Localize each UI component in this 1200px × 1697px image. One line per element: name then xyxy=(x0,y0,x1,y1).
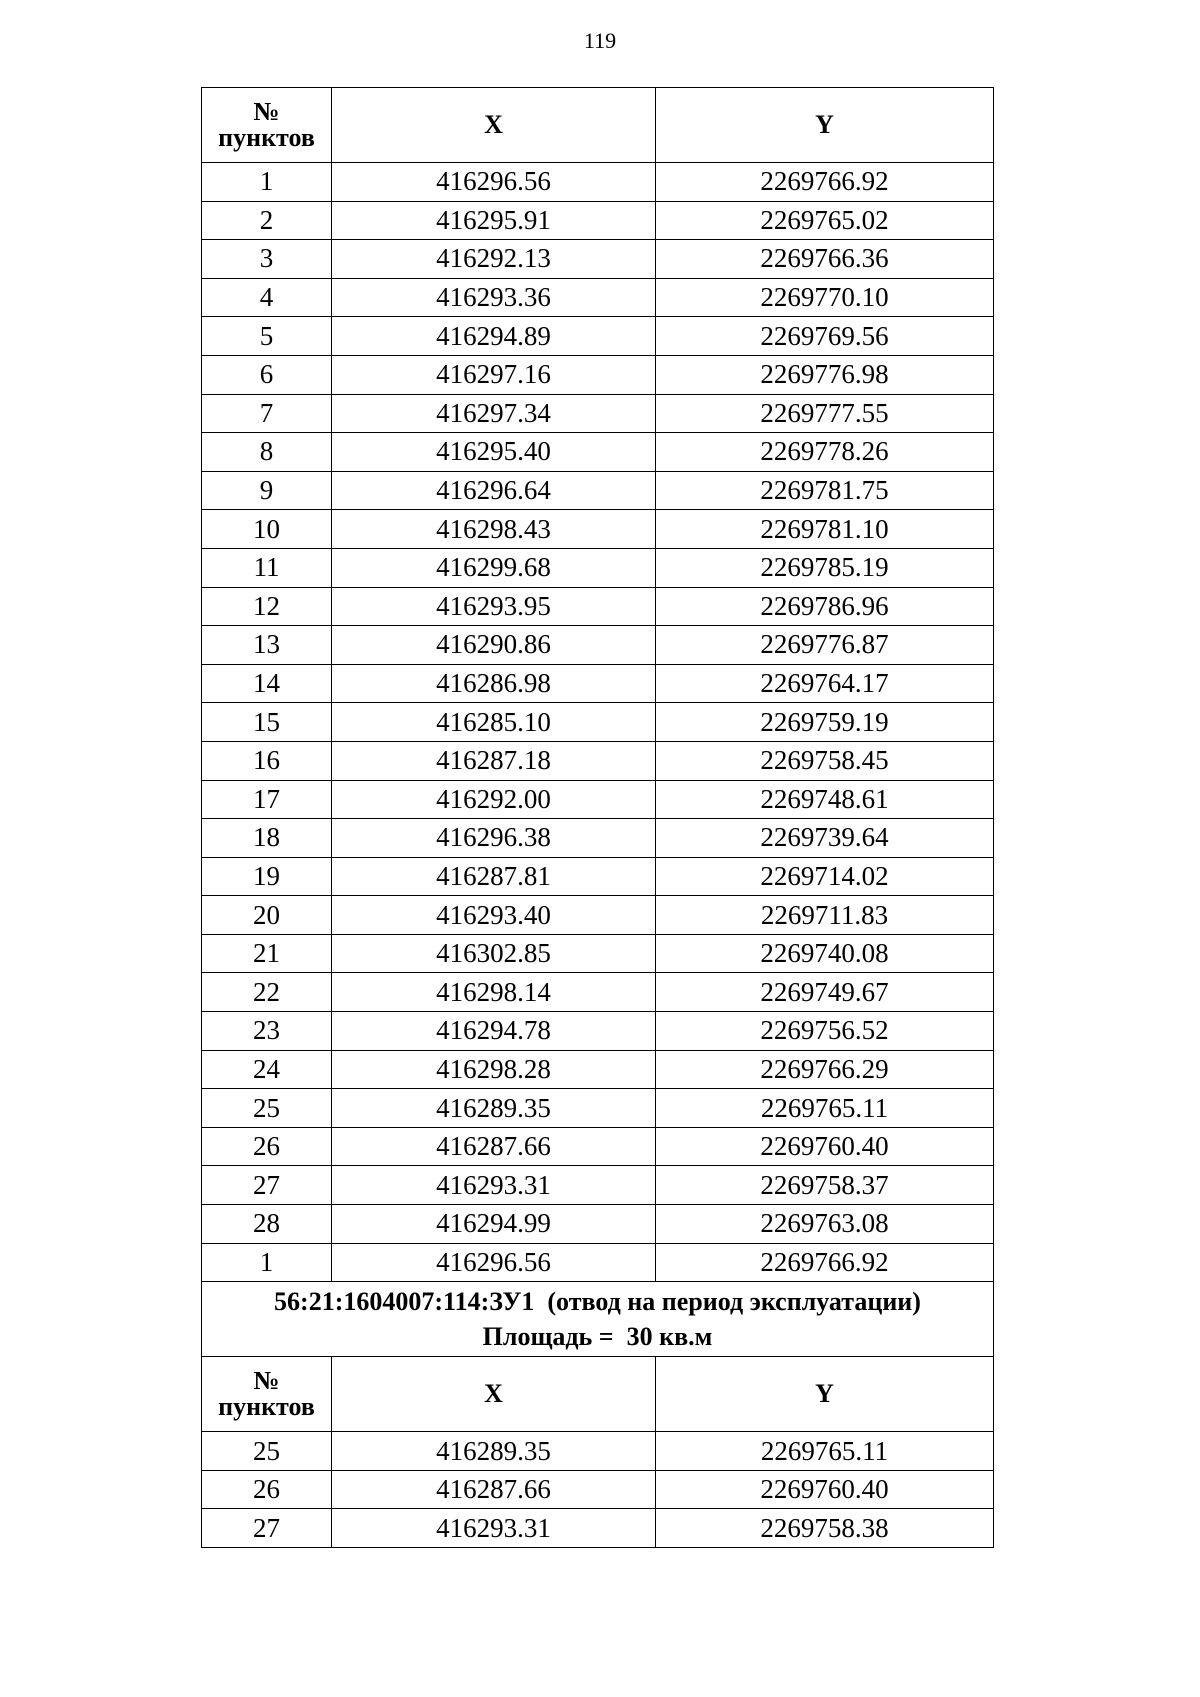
y-coordinate-cell: 2269778.26 xyxy=(656,433,994,472)
coordinates-table xyxy=(201,87,994,1548)
point-number-cell: 1 xyxy=(202,163,332,202)
point-number-cell: 17 xyxy=(202,780,332,819)
y-coordinate-cell: 2269781.10 xyxy=(656,510,994,549)
x-coordinate-cell: 416292.13 xyxy=(332,240,656,279)
y-coordinate-cell: 2269739.64 xyxy=(656,819,994,858)
point-number-header-label: пунктов xyxy=(218,1392,315,1422)
x-coordinate-cell: 416298.43 xyxy=(332,510,656,549)
y-coordinate-cell: 2269749.67 xyxy=(656,973,994,1012)
table-row xyxy=(202,587,994,626)
y-coordinate-cell: 2269777.55 xyxy=(656,394,994,433)
point-number-cell: 22 xyxy=(202,973,332,1012)
table-row xyxy=(202,896,994,935)
x-coordinate-cell: 416296.56 xyxy=(332,1243,656,1282)
point-number-cell: 27 xyxy=(202,1166,332,1205)
y-coordinate-cell: 2269763.08 xyxy=(656,1205,994,1244)
table-row xyxy=(202,1089,994,1128)
table-row xyxy=(202,471,994,510)
y-coordinate-cell: 2269766.36 xyxy=(656,240,994,279)
table-row xyxy=(202,1243,994,1282)
table-row xyxy=(202,394,994,433)
point-number-cell: 5 xyxy=(202,317,332,356)
table-row xyxy=(202,626,994,665)
point-number-cell: 28 xyxy=(202,1205,332,1244)
y-coordinate-cell: 2269766.92 xyxy=(656,163,994,202)
table-row xyxy=(202,240,994,279)
table-row xyxy=(202,1012,994,1051)
point-number-cell: 7 xyxy=(202,394,332,433)
x-coordinate-cell: 416295.91 xyxy=(332,201,656,240)
x-header: X xyxy=(332,1357,656,1432)
point-number-cell: 20 xyxy=(202,896,332,935)
x-coordinate-cell: 416298.28 xyxy=(332,1050,656,1089)
x-coordinate-cell: 416294.78 xyxy=(332,1012,656,1051)
plot-title: 56:21:1604007:114:ЗУ1 (отвод на период эксплуатации) xyxy=(274,1287,921,1317)
point-number-cell: 2 xyxy=(202,201,332,240)
x-coordinate-cell: 416287.66 xyxy=(332,1470,656,1509)
x-coordinate-cell: 416299.68 xyxy=(332,548,656,587)
y-coordinate-cell: 2269765.11 xyxy=(656,1089,994,1128)
y-coordinate-cell: 2269766.92 xyxy=(656,1243,994,1282)
y-coordinate-cell: 2269781.75 xyxy=(656,471,994,510)
table-row xyxy=(202,1166,994,1205)
x-coordinate-cell: 416294.89 xyxy=(332,317,656,356)
table-row xyxy=(202,1127,994,1166)
point-number-cell: 14 xyxy=(202,664,332,703)
table-row xyxy=(202,355,994,394)
table-row xyxy=(202,857,994,896)
point-number-cell: 15 xyxy=(202,703,332,742)
x-coordinate-cell: 416293.31 xyxy=(332,1509,656,1548)
y-coordinate-cell: 2269714.02 xyxy=(656,857,994,896)
x-coordinate-cell: 416289.35 xyxy=(332,1089,656,1128)
point-number-cell: 16 xyxy=(202,741,332,780)
point-number-cell: 3 xyxy=(202,240,332,279)
y-coordinate-cell: 2269765.02 xyxy=(656,201,994,240)
table-row xyxy=(202,548,994,587)
y-coordinate-cell: 2269759.19 xyxy=(656,703,994,742)
point-number-cell: 26 xyxy=(202,1470,332,1509)
y-coordinate-cell: 2269785.19 xyxy=(656,548,994,587)
y-coordinate-cell: 2269756.52 xyxy=(656,1012,994,1051)
y-coordinate-cell: 2269758.38 xyxy=(656,1509,994,1548)
y-coordinate-cell: 2269765.11 xyxy=(656,1432,994,1471)
table1-body xyxy=(202,163,994,1282)
x-coordinate-cell: 416285.10 xyxy=(332,703,656,742)
x-coordinate-cell: 416293.31 xyxy=(332,1166,656,1205)
x-coordinate-cell: 416292.00 xyxy=(332,780,656,819)
y-coordinate-cell: 2269711.83 xyxy=(656,896,994,935)
x-coordinate-cell: 416293.36 xyxy=(332,278,656,317)
point-number-cell: 1 xyxy=(202,1243,332,1282)
table-row xyxy=(202,510,994,549)
table-row xyxy=(202,973,994,1012)
y-coordinate-cell: 2269760.40 xyxy=(656,1470,994,1509)
table-row xyxy=(202,1432,994,1471)
y-coordinate-cell: 2269776.87 xyxy=(656,626,994,665)
y-coordinate-cell: 2269760.40 xyxy=(656,1127,994,1166)
point-number-cell: 13 xyxy=(202,626,332,665)
x-header: X xyxy=(332,88,656,163)
x-coordinate-cell: 416290.86 xyxy=(332,626,656,665)
point-number-cell: 27 xyxy=(202,1509,332,1548)
table-row xyxy=(202,780,994,819)
y-coordinate-cell: 2269766.29 xyxy=(656,1050,994,1089)
y-header: Y xyxy=(656,1357,994,1432)
point-number-cell: 21 xyxy=(202,934,332,973)
point-number-header xyxy=(202,1357,332,1432)
y-coordinate-cell: 2269740.08 xyxy=(656,934,994,973)
y-coordinate-cell: 2269758.37 xyxy=(656,1166,994,1205)
page-number: 119 xyxy=(583,28,617,53)
section-title-cell xyxy=(202,1282,994,1357)
table-row xyxy=(202,741,994,780)
point-number-cell: 25 xyxy=(202,1432,332,1471)
x-coordinate-cell: 416293.95 xyxy=(332,587,656,626)
point-number-cell: 4 xyxy=(202,278,332,317)
x-coordinate-cell: 416297.16 xyxy=(332,355,656,394)
x-coordinate-cell: 416297.34 xyxy=(332,394,656,433)
plot-area: Площадь = 30 кв.м xyxy=(482,1322,713,1352)
y-header: Y xyxy=(656,88,994,163)
point-number-header-label: пунктов xyxy=(218,123,315,152)
x-coordinate-cell: 416296.56 xyxy=(332,163,656,202)
table-row xyxy=(202,278,994,317)
x-coordinate-cell: 416298.14 xyxy=(332,973,656,1012)
x-coordinate-cell: 416302.85 xyxy=(332,934,656,973)
point-number-cell: 9 xyxy=(202,471,332,510)
point-number-cell: 10 xyxy=(202,510,332,549)
table-row xyxy=(202,1050,994,1089)
point-number-cell: 6 xyxy=(202,355,332,394)
table-header-row xyxy=(202,88,994,163)
x-coordinate-cell: 416296.64 xyxy=(332,471,656,510)
y-coordinate-cell: 2269748.61 xyxy=(656,780,994,819)
y-coordinate-cell: 2269769.56 xyxy=(656,317,994,356)
point-number-cell: 23 xyxy=(202,1012,332,1051)
table-row xyxy=(202,934,994,973)
point-number-cell: 24 xyxy=(202,1050,332,1089)
x-coordinate-cell: 416296.38 xyxy=(332,819,656,858)
point-number-cell: 12 xyxy=(202,587,332,626)
y-coordinate-cell: 2269764.17 xyxy=(656,664,994,703)
point-number-header xyxy=(202,88,332,163)
table-row xyxy=(202,1205,994,1244)
point-number-header-symbol: № xyxy=(253,1366,280,1396)
x-coordinate-cell: 416286.98 xyxy=(332,664,656,703)
table-row xyxy=(202,819,994,858)
x-coordinate-cell: 416289.35 xyxy=(332,1432,656,1471)
table-row xyxy=(202,1509,994,1548)
point-number-cell: 26 xyxy=(202,1127,332,1166)
section-title-row xyxy=(202,1282,994,1357)
y-coordinate-cell: 2269770.10 xyxy=(656,278,994,317)
table-row xyxy=(202,664,994,703)
table2-body xyxy=(202,1432,994,1548)
x-coordinate-cell: 416295.40 xyxy=(332,433,656,472)
x-coordinate-cell: 416293.40 xyxy=(332,896,656,935)
point-number-cell: 19 xyxy=(202,857,332,896)
x-coordinate-cell: 416294.99 xyxy=(332,1205,656,1244)
x-coordinate-cell: 416287.81 xyxy=(332,857,656,896)
y-coordinate-cell: 2269776.98 xyxy=(656,355,994,394)
x-coordinate-cell: 416287.66 xyxy=(332,1127,656,1166)
table-row xyxy=(202,317,994,356)
point-number-cell: 25 xyxy=(202,1089,332,1128)
point-number-cell: 8 xyxy=(202,433,332,472)
point-number-header-symbol: № xyxy=(253,97,280,126)
point-number-cell: 18 xyxy=(202,819,332,858)
table2-header-row xyxy=(202,1357,994,1432)
table-row xyxy=(202,163,994,202)
table-row xyxy=(202,703,994,742)
table-row xyxy=(202,433,994,472)
point-number-cell: 11 xyxy=(202,548,332,587)
x-coordinate-cell: 416287.18 xyxy=(332,741,656,780)
table-row xyxy=(202,201,994,240)
y-coordinate-cell: 2269786.96 xyxy=(656,587,994,626)
table-row xyxy=(202,1470,994,1509)
y-coordinate-cell: 2269758.45 xyxy=(656,741,994,780)
